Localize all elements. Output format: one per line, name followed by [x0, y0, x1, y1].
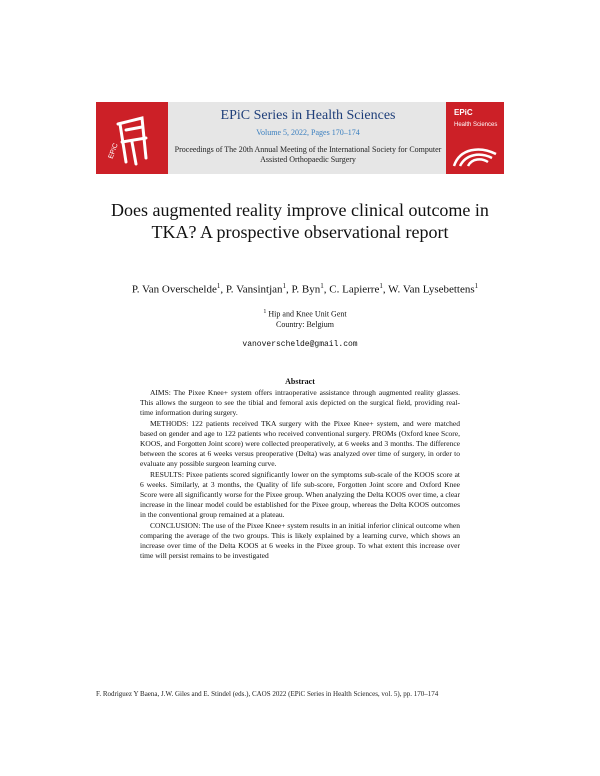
chair-icon [96, 102, 168, 174]
citation-footer: F. Rodriguez Y Baena, J.W. Giles and E. Stindel (eds.), CAOS 2022 (EPiC Series in Health Sciences, vol. 5), pp. 170–174 [96, 690, 439, 698]
abstract-body [140, 388, 460, 561]
proceedings-text: Proceedings of The 20th Annual Meeting of the International Society for Computer Assisted Orthopaedic Surgery [174, 145, 442, 164]
author-name: W. Van Lysebettens [388, 283, 475, 296]
epic-health-logo [446, 102, 504, 174]
author-name: C. Lapierre [329, 283, 380, 296]
affiliation-country: Country: Belgium [276, 319, 334, 329]
author-name: P. Vansintjan [225, 283, 283, 296]
logo-left-text: EPiC [107, 142, 120, 160]
affiliation-name: Hip and Knee Unit Gent [268, 309, 347, 319]
abstract-aims: AIMS: The Pixee Knee+ system offers intraoperative assistance through augmented reality glasses. This allows the surgeon to see the tibial and femoral axis depicted on the surgical field, providing real-time information during surgery. [140, 388, 460, 418]
abstract-heading: Abstract [285, 377, 315, 386]
logo-right-title: EPiC [454, 108, 473, 117]
abstract-methods: METHODS: 122 patients received TKA surgery with the Pixee Knee+ system, and were matched based on gender and age to 122 patients who received conventional surgery. PROMs (Oxford knee Score, KOOS, and Forgotten Joint score) were collected preoperatively, at 6 weeks and 3 months. The difference between the scores at 6 weeks versus preoperative (Delta) was analyzed over time of surgery, in order to evaluate any possible surgeon learning curve. [140, 418, 460, 469]
author-name: P. Van Overschelde [131, 283, 217, 296]
author-aff: 1 [320, 282, 324, 290]
abstract-conclusion: CONCLUSION: The use of the Pixee Knee+ system results in an initial inferior clinical outcome when comparing the average of the two groups. This is likely explained by a learning curve, which shows an increase over time of the Delta KOOS at 6 weeks in the Pixee group. To what extent this increase over time will persist remains to be investigated [140, 520, 460, 561]
epic-chair-logo [96, 102, 168, 174]
volume-link[interactable]: Volume 5, 2022, Pages 170–174 [256, 128, 360, 137]
author-name: P. Byn [291, 283, 321, 296]
affiliation-block [120, 307, 490, 330]
author-aff: 1 [216, 282, 221, 290]
author-aff: 1 [474, 282, 479, 290]
abstract-results: RESULTS: Pixee patients scored significantly lower on the symptoms sub-scale of the KOOS score at 6 weeks. Similarly, at 3 months, the Quality of life sub-score, Forgotten Joint score and Oxford Knee Score were all significantly worse for the Pixee group. When analyzing the Delta KOOS over time, a clear increase in the linear model could be established for the Pixee group, whereas the Delta KOOS outcomes in the conventional group remained at a plateau. [140, 469, 460, 520]
affiliation-number: 1 [263, 309, 267, 315]
paper-title: Does augmented reality improve clinical outcome in TKA? A prospective observational report [111, 200, 489, 242]
swirl-icon [450, 142, 500, 170]
author-email[interactable]: vanoverschelde@gmail.com [242, 340, 358, 349]
author-list: P. Van Overschelde$^1$, P. Vansintjan$^1$, P. Byn$^1$, C. Lapierre$^1$, W. Van Lysebettens$^1$ [131, 282, 479, 296]
series-title: EPiC Series in Health Sciences [220, 108, 396, 123]
author-aff: 1 [379, 282, 383, 290]
logo-right-sub: Health Sciences [454, 122, 498, 128]
author-aff: 1 [282, 282, 287, 290]
